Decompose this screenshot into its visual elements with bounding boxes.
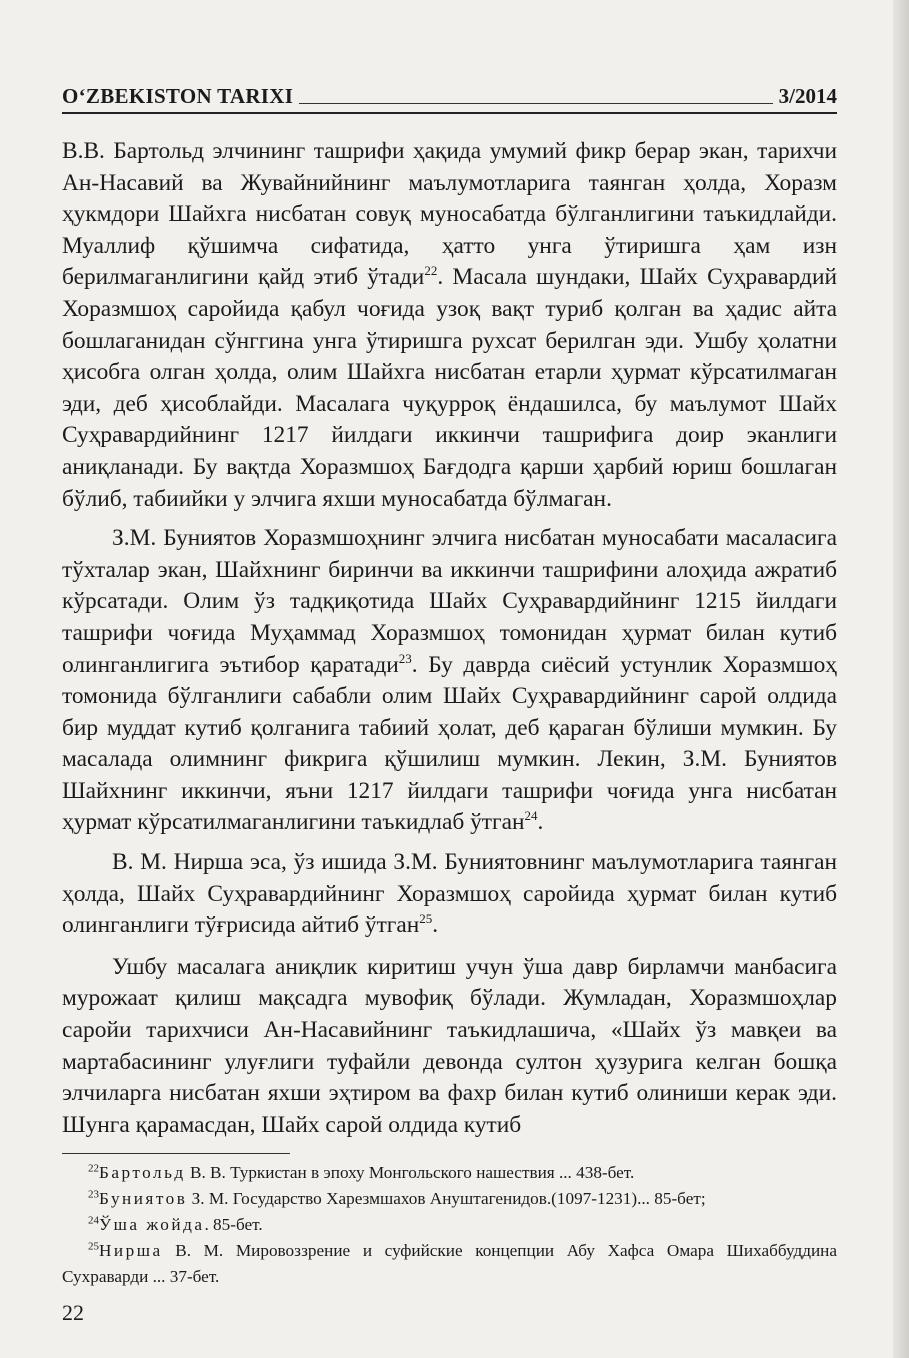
header-rule [299, 103, 772, 104]
issue-number: 3/2014 [778, 84, 837, 108]
footnote-text: З. М. Государство Харезмшахов Ануштагенидов.(1097-1231)... 85-бет; [187, 1189, 706, 1208]
footnotes [62, 1160, 837, 1290]
footnote-22 [62, 1160, 837, 1186]
footnote-23 [62, 1186, 837, 1212]
footnote-author: Нирша [99, 1241, 163, 1260]
paragraph-4-text: Ушбу масалага аниқлик киритиш учун ўша давр бирламчи манбасига мурожаат қилиш мақсадга мувофиқ бўлади. Жумладан, Хоразмшоҳлар саройи тарихчиси Ан-Насавийнинг таъкидлашича, «Шайх ўз мавқеи ва мартабасининг улуғлиги туфайли девонда султон ҳузурига келган бошқа элчиларга нисбатан яхши эҳтиром ва фахр билан кутиб олиниши керак эди. Шунга қарамасдан, Шайх сарой олдида кутиб [62, 953, 837, 1138]
footnote-author: Буниятов [99, 1189, 188, 1208]
paragraph-3 [62, 847, 837, 942]
paragraph-1-text-b: . Масала шундаки, Шайх Суҳравардий Хоразмшоҳ саройида қабул чоғида узоқ вақт туриб қолган ва ҳадис айта бошлаганидан сўнггина унга ўтиришга рухсат берилган эди. Ушбу ҳолатни ҳисобга олган ҳолда, олим Шайхга нисбатан етарли ҳурмат кўрсатилмаган эди, деб ҳисоблайди. Масалага чуқурроқ ёндашилса, бу маълумот Шайх Суҳравардийнинг 1217 йилдаги иккинчи ташрифига доир эканлиги аниқланади. Бу вақтда Хоразмшоҳ Бағдодга қарши ҳарбий юриш бошлаган бўлиб, табиийки у элчига яхши муносабатда бўлмаган. [62, 264, 837, 512]
running-header [62, 82, 837, 114]
footnote-text: . 85-бет. [204, 1215, 263, 1234]
footnote-author: Ўша жойда [99, 1215, 205, 1234]
journal-title: O‘ZBEKISTON TARIXI [62, 84, 294, 108]
footnote-number: 25 [88, 1240, 99, 1253]
paragraph-2-text-c: . [537, 809, 544, 836]
paragraph-2 [62, 523, 837, 839]
footnote-ref-23[interactable]: 23 [398, 650, 412, 666]
footnote-ref-22[interactable]: 22 [424, 263, 438, 279]
paragraph-4 [62, 952, 837, 1142]
footnote-number: 22 [88, 1162, 99, 1175]
footnote-separator [62, 1153, 290, 1154]
page-number: 22 [62, 1300, 84, 1325]
footnote-number: 24 [88, 1214, 99, 1227]
footnote-24 [62, 1212, 837, 1238]
main-text [62, 136, 837, 1141]
footnote-ref-24[interactable]: 24 [524, 808, 538, 824]
footnote-ref-25[interactable]: 25 [419, 911, 433, 927]
paragraph-1-text-a: В.В. Бартольд элчининг ташрифи ҳақида умумий фикр берар экан, тарихчи Ан-Насавий ва Жувайнийнинг маълумотларига таянган ҳолда, Хоразм ҳукмдори Шайхга нисбатан совуқ муносабатда бўлганлигини таъкидлайди. Муаллиф қўшимча сифатида, ҳатто унга ўтиришга ҳам изн берилмаганлигини қайд этиб ўтади [62, 138, 837, 291]
footnote-author: Бартольд [99, 1163, 186, 1182]
paragraph-3-text-a: В. М. Нирша эса, ўз ишида З.М. Буниятовнинг маълумотларига таянган ҳолда, Шайх Суҳравардийнинг Хоразмшоҳ саройида ҳурмат билан кутиб олинганлиги тўғрисида айтиб ўтган [62, 849, 837, 939]
paragraph-2-text-a: З.М. Буниятов Хоразмшоҳнинг элчига нисбатан муносабати масаласига тўхталар экан, Шайхнинг биринчи ва иккинчи ташрифини алоҳида ажратиб кўрсатади. Олим ўз тадқиқотида Шайх Суҳравардийнинг 1215 йилдаги ташрифи чоғида Муҳаммад Хоразмшоҳ томонидан ҳурмат билан кутиб олинганлигига эътибор қаратади [62, 525, 837, 678]
paragraph-1 [62, 136, 837, 515]
footnote-number: 23 [88, 1188, 99, 1201]
footnote-text: В. М. Мировоззрение и суфийские концепции Абу Хафса Омара Шихаббуддина Сухраварди ... 37-бет. [62, 1241, 837, 1286]
footnote-25 [62, 1238, 837, 1290]
footnote-text: В. В. Туркистан в эпоху Монгольского нашествия ... 438-бет. [185, 1163, 635, 1182]
book-spine-shadow [893, 0, 909, 1358]
paragraph-3-text-b: . [432, 912, 439, 939]
paragraph-2-text-b: . Бу даврда сиёсий устунлик Хоразмшоҳ томонида бўлганлиги сабабли олим Шайх Суҳравардийнинг сарой олдида бир муддат кутиб қолганига табиий ҳолат, деб қараган бўлиши мумкин. Бу масалада олимнинг фикрига қўшилиш мумкин. Лекин, З.М. Буниятов Шайхнинг иккинчи, яъни 1217 йилдаги ташрифи чоғида унга нисбатан ҳурмат кўрсатилмаганлигини таъкидлаб ўтган [62, 651, 837, 836]
